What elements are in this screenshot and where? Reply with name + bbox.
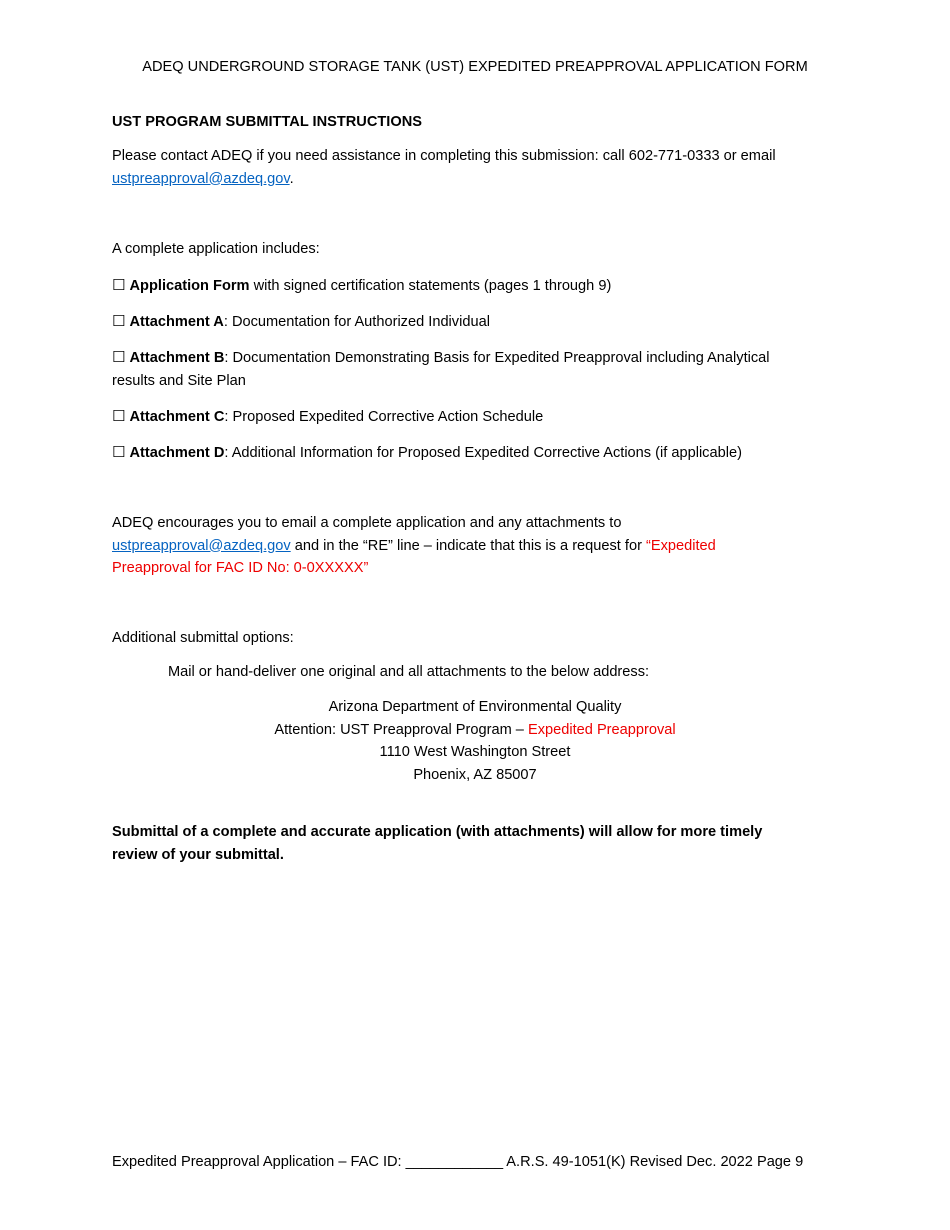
address-line: Arizona Department of Environmental Quality xyxy=(328,699,622,715)
checklist-item-text: with signed certification statements (pages 1 through 9) xyxy=(249,278,612,294)
checklist-item-text-continued: results and Site Plan xyxy=(112,372,246,389)
checklist-item-text: : Documentation Demonstrating Basis for Expedited Preapproval including Analytical xyxy=(224,350,770,366)
address-line xyxy=(0,719,950,742)
checklist-item-title: Application Form xyxy=(129,278,250,294)
checkbox-icon[interactable]: ☐ xyxy=(112,443,126,461)
checkbox-icon[interactable]: ☐ xyxy=(112,348,126,366)
email-para-mid: and in the “RE” line – indicate that this is a request for xyxy=(290,537,647,554)
page-footer: Expedited Preapproval Application – FAC ID: ____________ A.R.S. 49-1051(K) Revised Dec. 2022 Page 9 xyxy=(112,1154,804,1170)
subject-line-text: “Expedited xyxy=(646,537,716,554)
closing-statement xyxy=(112,821,837,866)
checklist-item xyxy=(112,274,611,298)
checklist-item-title: Attachment A xyxy=(129,314,224,330)
checklist-item xyxy=(112,310,490,334)
checklist-item xyxy=(112,441,742,465)
closing-line: Submittal of a complete and accurate application (with attachments) will allow for more timely xyxy=(112,824,763,840)
closing-line: review of your submittal. xyxy=(112,846,284,863)
mailing-address xyxy=(0,696,950,786)
checklist-item-title: Attachment C xyxy=(129,409,225,425)
checkbox-icon[interactable]: ☐ xyxy=(112,276,126,294)
contact-text: Please contact ADEQ if you need assistance in completing this submission: call 602-771-0333 or email xyxy=(112,148,776,164)
page-header: ADEQ UNDERGROUND STORAGE TANK (UST) EXPEDITED PREAPPROVAL APPLICATION FORM xyxy=(142,59,808,75)
address-line: Phoenix, AZ 85007 xyxy=(413,766,537,783)
address-attention: Attention: UST Preapproval Program – xyxy=(274,721,528,738)
submission-email-link[interactable]: ustpreapproval@azdeq.gov xyxy=(112,537,291,554)
email-para-line1: ADEQ encourages you to email a complete application and any attachments to xyxy=(112,515,622,531)
mail-instruction: Mail or hand-deliver one original and all attachments to the below address: xyxy=(168,664,650,680)
checklist-item-text: : Additional Information for Proposed Expedited Corrective Actions (if applicable) xyxy=(224,445,742,461)
checklist-item-text: : Documentation for Authorized Individual xyxy=(223,314,490,330)
subject-line-text-continued: Preapproval for FAC ID No: 0-0XXXXX” xyxy=(112,560,369,576)
email-paragraph xyxy=(112,512,832,580)
checklist-item xyxy=(112,346,837,392)
section-heading: UST PROGRAM SUBMITTAL INSTRUCTIONS xyxy=(112,114,422,130)
checkbox-icon[interactable]: ☐ xyxy=(112,407,126,425)
checkbox-icon[interactable]: ☐ xyxy=(112,312,126,330)
checklist-item xyxy=(112,405,543,429)
checklist-item-title: Attachment D xyxy=(129,445,225,461)
address-attention-red: Expedited Preapproval xyxy=(527,721,676,738)
additional-options: Additional submittal options: xyxy=(112,630,294,646)
checklist-item-text: : Proposed Expedited Corrective Action Schedule xyxy=(224,409,544,425)
contact-paragraph xyxy=(112,145,832,190)
contact-email-link[interactable]: ustpreapproval@azdeq.gov xyxy=(112,170,290,187)
contact-end: . xyxy=(289,170,294,187)
includes-intro: A complete application includes: xyxy=(112,241,320,257)
checklist-item-title: Attachment B xyxy=(129,350,225,366)
address-line: 1110 West Washington Street xyxy=(379,744,571,760)
